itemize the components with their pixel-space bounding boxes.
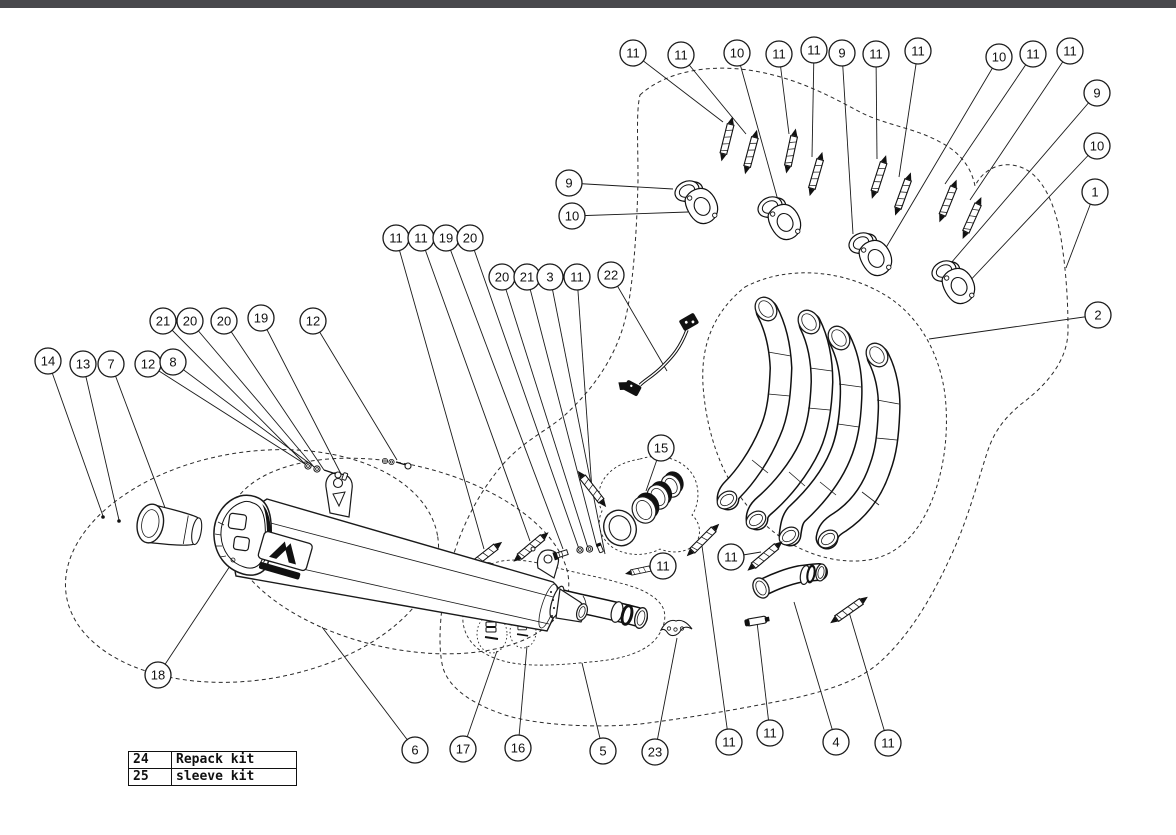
leader-line — [655, 638, 677, 752]
callout-balloon — [829, 40, 855, 66]
leader-line — [463, 651, 497, 749]
callout-number: 9 — [1093, 85, 1101, 101]
leader-line — [502, 277, 588, 548]
callout-number: 11 — [881, 735, 895, 751]
callout-number: 14 — [40, 353, 56, 369]
callout-balloon — [559, 203, 585, 229]
muffler — [101, 458, 589, 631]
callout-number: 9 — [838, 45, 846, 61]
leader-line — [163, 321, 305, 464]
callout-balloon — [766, 41, 792, 67]
leader-line — [812, 50, 814, 157]
callout-balloon — [160, 349, 186, 375]
callout-balloon — [905, 38, 931, 64]
exhaust-spring — [575, 469, 609, 509]
callout-balloon — [1020, 41, 1046, 67]
hanger-plate — [661, 620, 692, 635]
callout-number: 11 — [656, 558, 670, 574]
callout-balloon — [564, 264, 590, 290]
exhaust-spring — [869, 154, 890, 200]
leader-line — [899, 51, 918, 177]
callout-balloon — [457, 225, 483, 251]
part-ref-number: 25 — [129, 769, 172, 786]
callout-balloon — [505, 735, 531, 761]
leader-line — [572, 212, 688, 216]
callout-balloon — [408, 225, 434, 251]
leader-line — [577, 277, 592, 490]
exhaust-spring — [718, 116, 736, 162]
callout-balloon — [875, 730, 901, 756]
callout-balloon — [1084, 80, 1110, 106]
leader-line — [702, 546, 729, 742]
leader-line — [83, 364, 119, 520]
muffler-bracket — [326, 473, 352, 517]
callout-balloon — [1085, 302, 1111, 328]
callout-number: 11 — [869, 46, 883, 62]
exhaust-spring — [936, 178, 960, 223]
callout-number: 12 — [305, 313, 321, 329]
callout-number: 20 — [494, 269, 510, 285]
callout-number: 20 — [216, 313, 232, 329]
callout-number: 19 — [438, 230, 454, 246]
leader-line — [396, 238, 484, 549]
callout-number: 11 — [626, 45, 640, 61]
leader-line — [190, 321, 314, 467]
clamp-kit — [485, 622, 498, 639]
callout-balloon — [668, 42, 694, 68]
leader-line — [569, 183, 673, 189]
rivet-dot — [101, 515, 105, 519]
exhaust-spring — [745, 539, 785, 574]
callout-number: 6 — [411, 742, 419, 758]
callout-number: 11 — [807, 42, 821, 58]
leader-line — [611, 275, 667, 371]
callout-balloon — [648, 435, 674, 461]
callout-balloon — [98, 351, 124, 377]
callout-number: 10 — [729, 45, 745, 61]
flange-pair — [929, 256, 980, 309]
muffler-fasteners — [305, 458, 411, 480]
exhaust-spring — [783, 128, 799, 174]
flange-pair — [672, 176, 723, 229]
leader-line — [148, 364, 308, 466]
callout-number: 23 — [647, 744, 663, 760]
callout-balloon — [177, 308, 203, 334]
exhaust-spring — [828, 594, 870, 626]
callout-number: 13 — [75, 356, 91, 372]
callout-balloon — [35, 348, 61, 374]
parts-table-row — [129, 752, 297, 769]
callout-number: 11 — [763, 725, 777, 741]
callout-number: 16 — [510, 740, 526, 756]
callout-number: 8 — [169, 354, 177, 370]
leader-line — [849, 612, 888, 743]
link-pipe-fasteners — [552, 542, 604, 560]
callout-number: 11 — [911, 43, 925, 59]
callout-balloon — [1084, 133, 1110, 159]
callout-balloon — [150, 308, 176, 334]
callout-number: 11 — [1063, 43, 1077, 59]
callout-balloon — [1082, 179, 1108, 205]
leader-line — [313, 321, 397, 460]
callout-balloon — [70, 351, 96, 377]
leader-line — [111, 364, 167, 513]
leader-line — [518, 646, 527, 748]
leader-line — [681, 55, 746, 134]
callout-balloon — [450, 736, 476, 762]
gasket-flange-pairs — [672, 176, 980, 309]
stud-bolt — [744, 615, 770, 626]
leader-line — [876, 54, 877, 159]
leader-line — [261, 318, 341, 474]
exhaust-spring — [806, 151, 825, 197]
callout-number: 10 — [1089, 138, 1105, 154]
callout-balloon — [402, 737, 428, 763]
part-label: sleeve kit — [172, 769, 297, 786]
callout-balloon — [514, 264, 540, 290]
callout-balloon — [716, 729, 742, 755]
leader-line — [757, 622, 770, 733]
callout-number: 11 — [414, 230, 428, 246]
callout-number: 11 — [389, 230, 403, 246]
callout-balloon — [863, 41, 889, 67]
callout-number: 12 — [140, 356, 156, 372]
callout-balloon — [211, 308, 237, 334]
callout-number: 5 — [599, 743, 607, 759]
exhaust-spring — [960, 196, 985, 241]
callout-balloon — [145, 662, 171, 688]
sensor-connector — [679, 312, 700, 331]
callout-number: 11 — [772, 46, 786, 62]
callout-balloon — [383, 225, 409, 251]
callout-number: 22 — [603, 267, 619, 283]
callout-number: 17 — [455, 741, 471, 757]
callout-number: 10 — [564, 208, 580, 224]
callout-balloon — [537, 264, 563, 290]
callout-balloon — [248, 305, 274, 331]
part-label: Repack kit — [172, 752, 297, 769]
callout-balloon — [598, 262, 624, 288]
callout-number: 15 — [653, 440, 669, 456]
callout-number: 2 — [1094, 307, 1102, 323]
leader-line — [737, 53, 779, 204]
callout-number: 11 — [724, 549, 738, 565]
callout-balloons — [35, 37, 1111, 765]
leader-line — [322, 627, 415, 750]
callout-balloon — [620, 40, 646, 66]
callout-balloon — [300, 308, 326, 334]
leader-line — [48, 361, 103, 516]
collector — [598, 468, 688, 551]
parts-table-row — [129, 769, 297, 786]
callout-balloon — [590, 738, 616, 764]
part-ref-number: 24 — [129, 752, 172, 769]
callout-number: 11 — [722, 734, 736, 750]
flange-pair — [755, 192, 806, 245]
callout-balloon — [135, 351, 161, 377]
callout-balloon — [650, 553, 676, 579]
callout-number: 20 — [462, 230, 478, 246]
callout-number: 21 — [155, 313, 171, 329]
callout-number: 9 — [565, 175, 573, 191]
leader-line — [173, 362, 317, 469]
callout-balloon — [801, 37, 827, 63]
exhaust-header-pipes — [714, 293, 899, 552]
callout-number: 7 — [107, 356, 115, 372]
callout-number: 1 — [1091, 184, 1099, 200]
rivet-dot — [117, 519, 121, 523]
callout-balloon — [556, 170, 582, 196]
callout-balloon — [986, 44, 1012, 70]
callout-number: 11 — [570, 269, 584, 285]
callout-number: 19 — [253, 310, 269, 326]
leader-line — [158, 566, 230, 675]
flange-pair — [846, 228, 897, 281]
callout-balloon — [489, 264, 515, 290]
parts-table — [128, 751, 297, 786]
leader-line — [794, 602, 836, 742]
leader-lines — [48, 47, 1101, 752]
callout-number: 10 — [991, 49, 1007, 65]
callout-balloon — [757, 720, 783, 746]
callout-number: 21 — [519, 269, 535, 285]
callout-number: 18 — [150, 667, 166, 683]
muffler-inlet-sleeve — [134, 502, 204, 552]
callout-balloon — [433, 225, 459, 251]
mid-pipe — [750, 563, 828, 600]
leader-line — [842, 53, 853, 234]
callout-balloon — [642, 739, 668, 765]
callout-balloon — [724, 40, 750, 66]
callout-number: 3 — [546, 269, 554, 285]
callout-number: 11 — [1026, 46, 1040, 62]
leader-line — [965, 146, 1097, 286]
exhaust-spring — [742, 129, 760, 175]
leader-line — [929, 315, 1098, 339]
callout-number: 4 — [832, 734, 840, 750]
callout-number: 20 — [182, 313, 198, 329]
callout-balloon — [1057, 38, 1083, 64]
callout-balloon — [718, 544, 744, 570]
callout-number: 11 — [674, 47, 688, 63]
callout-balloon — [823, 729, 849, 755]
sensor-body — [616, 376, 642, 398]
leader-line — [884, 57, 999, 251]
leader-line — [550, 277, 605, 554]
exhaust-spring — [892, 171, 914, 217]
